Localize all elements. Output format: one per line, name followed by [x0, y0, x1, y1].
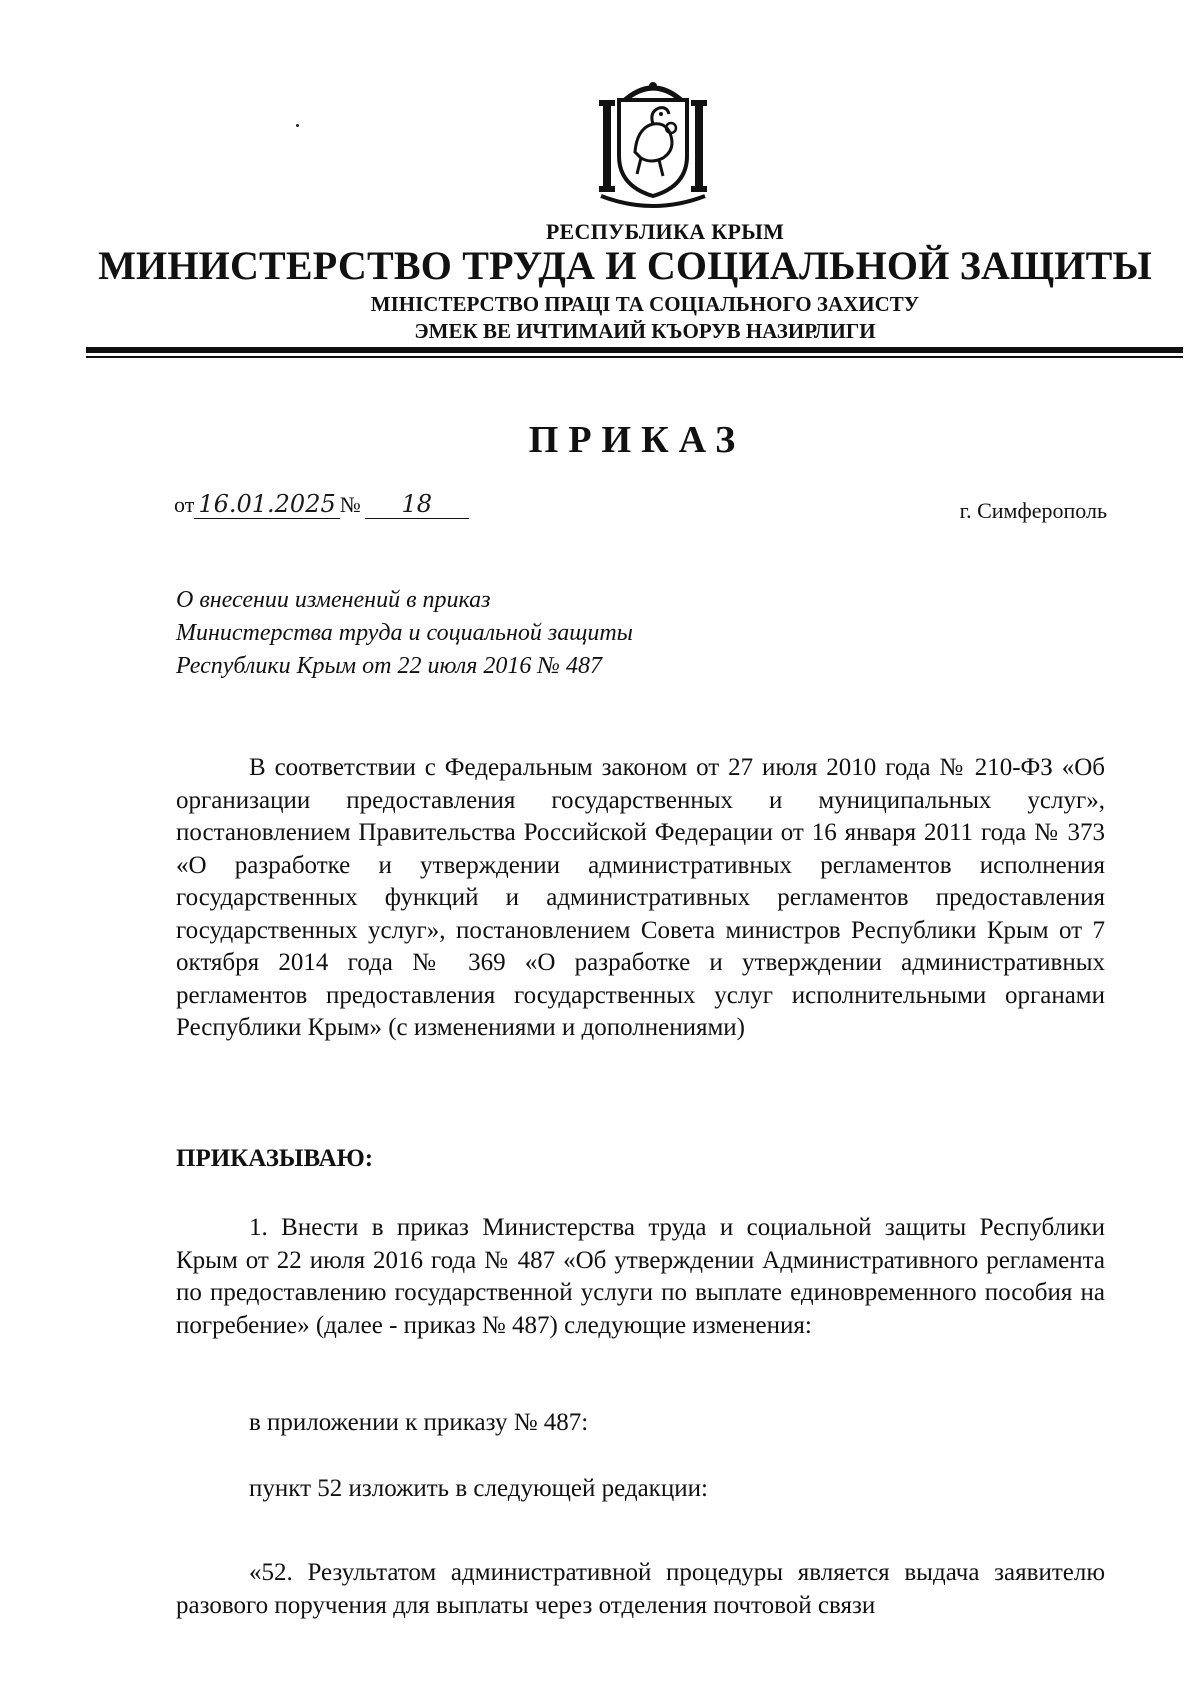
header-rule-thin [86, 356, 1183, 358]
order-date: 16.01.2025 [194, 490, 339, 519]
item-1-paragraph: 1. Внести в приказ Министерства труда и социальной защиты Республики Крым от 22 июля 2016 года № 487 «Об утверждении Административного регламента по предоставлению государственной услуги по выплате единовременного пособия на погребение» (далее - приказ № 487) следующие изменения: [176, 1214, 1105, 1339]
header-rule-thick [86, 347, 1183, 353]
clause-52-paragraph: «52. Результатом административной процедуры является выдача заявителю разового поручения для выплаты через отделения почтовой связи [176, 1559, 1105, 1619]
number-label: № [339, 492, 361, 517]
clause-line: пункт 52 изложить в следующей редакции: [249, 1475, 708, 1502]
preamble-paragraph: В соответствии с Федеральным законом от 27 июля 2010 года № 210-ФЗ «Об организации предоставления государственных и муниципальных услуг», постановлением Правительства Российской Федерации от 16 января 2011 года № 373 «О разработке и утверждении административных регламентов исполнения государственных функций и административных регламентов предоставления государственных услуг», постановлением Совета министров Республики Крым от 7 октября 2014 года № 369 «О разработке и утверждении административных регламентов предоставления государственных услуг исполнительными органами Республики Крым» (с изменениями и дополнениями) [176, 754, 1105, 1041]
header-ministry-ru: МИНИСТЕРСТВО ТРУДА И СОЦИАЛЬНОЙ ЗАЩИТЫ [98, 243, 1152, 288]
order-city: г. Симферополь [959, 498, 1107, 523]
from-label: от [174, 492, 195, 517]
subject-block [176, 584, 633, 683]
order-date-row [174, 490, 469, 519]
header-ministry-crh: ЭМЕК ВЕ ИЧТИМАИЙ КЪОРУВ НАЗИРЛИГИ [414, 319, 876, 343]
header-republic: РЕСПУБЛИКА КРЫМ [545, 219, 785, 244]
order-number: 18 [365, 490, 469, 519]
subject-line: Республики Крым от 22 июля 2016 № 487 [176, 653, 603, 679]
appendix-line: в приложении к приказу № 487: [249, 1409, 589, 1436]
order-word: ПРИКАЗЫВАЮ: [176, 1145, 374, 1172]
subject-line: О внесении изменений в приказ [176, 587, 491, 613]
subject-line: Министерства труда и социальной защиты [176, 620, 633, 646]
header-ministry-ua: МІНІСТЕРСТВО ПРАЦІ ТА СОЦІАЛЬНОГО ЗАХИСТУ [370, 292, 920, 316]
document-title: ПРИКАЗ [528, 419, 746, 461]
crimea-coat-of-arms-icon [597, 78, 709, 210]
scan-speck [296, 124, 299, 127]
